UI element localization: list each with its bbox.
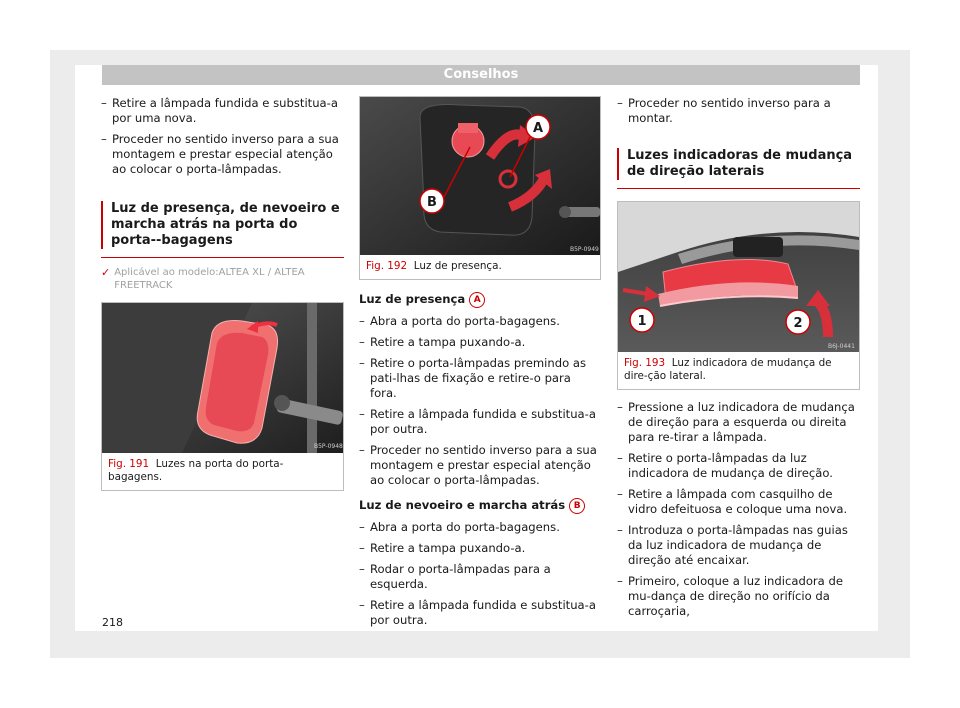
list-item: – Primeiro, coloque a luz indicadora de mu-dança de direção no orifício da carroçaria, — [617, 574, 843, 618]
column-left — [101, 96, 344, 491]
list-item: – Abra a porta do porta-bagagens. — [359, 314, 560, 328]
figure-code: B5P-0948 — [314, 443, 343, 450]
section-heading: Luz de presença, de nevoeiro e marcha atrás na porta do porta--bagagens — [101, 201, 344, 249]
list-item: – Retire a lâmpada com casquilho de vidro defeituosa e coloque uma nova. — [617, 487, 848, 516]
list-item: – Abra a porta do porta-bagagens. — [359, 520, 560, 534]
label-1: 1 — [637, 314, 647, 329]
heading-divider — [101, 257, 344, 258]
list-item: – Retire o porta-lâmpadas premindo as pati-lhas de fixação e retire-o para fora. — [359, 356, 587, 400]
check-icon: ✓ — [101, 266, 111, 279]
list-item: – Introduza o porta-lâmpadas nas guias da luz indicadora de mudança de direção até encaixar. — [617, 523, 848, 567]
list-item: – Rodar o porta-lâmpadas para a esquerda. — [359, 562, 551, 591]
figure-caption: Fig. 193 Luz indicadora de mudança de dire-ção lateral. — [624, 357, 832, 382]
figure-caption: Fig. 192 Luz de presença. — [366, 260, 502, 272]
section-heading: Luzes indicadoras de mudança de direção laterais — [617, 148, 860, 180]
list-item: – Retire a lâmpada fundida e substitua-a por outra. — [359, 407, 596, 436]
applicability-note: ✓ Aplicável ao modelo:ALTEA XL / ALTEA FREETRACK — [101, 266, 305, 291]
list-item: – Retire o porta-lâmpadas da luz indicadora de mudança de direção. — [617, 451, 833, 480]
figure-code: B5P-0949 — [570, 246, 599, 253]
parking-light-photo — [360, 97, 600, 255]
page-number: 218 — [102, 616, 123, 629]
list-item: – Proceder no sentido inverso para a montar. — [617, 96, 831, 125]
trunk-door-light-photo — [102, 303, 343, 453]
label-2: 2 — [793, 316, 803, 331]
heading-divider — [617, 188, 860, 189]
subsection-title: Luz de nevoeiro e marcha atrás B — [359, 498, 601, 514]
figure-193 — [617, 201, 860, 390]
column-right — [617, 96, 860, 625]
label-b: B — [427, 195, 437, 210]
list-item: – Retire a tampa puxando-a. — [359, 335, 526, 349]
figure-caption: Fig. 191 Luzes na porta do porta-bagagens. — [108, 458, 284, 483]
list-item: – Proceder no sentido inverso para a sua montagem e prestar especial atenção ao colocar o porta-lâmpadas. — [359, 443, 597, 487]
figure-192 — [359, 96, 601, 280]
label-badge: A — [469, 292, 485, 308]
side-indicator-photo — [618, 202, 859, 352]
figure-code: B6J-0441 — [828, 343, 855, 350]
list-item: – Proceder no sentido inverso para a sua montagem e prestar especial atenção ao colocar o porta-lâmpadas. — [101, 132, 339, 176]
list-item: – Retire a lâmpada fundida e substitua-a por outra. — [359, 598, 596, 627]
figure-191 — [101, 302, 344, 491]
label-badge: B — [569, 498, 585, 514]
list-item: – Pressione a luz indicadora de mudança de direção para a esquerda ou direita para re-tirar a lâmpada. — [617, 400, 855, 444]
list-item: – Retire a tampa puxando-a. — [359, 541, 526, 555]
label-a: A — [532, 121, 544, 136]
subsection-title: Luz de presença A — [359, 292, 601, 308]
column-middle — [359, 96, 601, 634]
section-header: Conselhos — [102, 65, 860, 85]
list-item: – Retire a lâmpada fundida e substitua-a por uma nova. — [101, 96, 338, 125]
